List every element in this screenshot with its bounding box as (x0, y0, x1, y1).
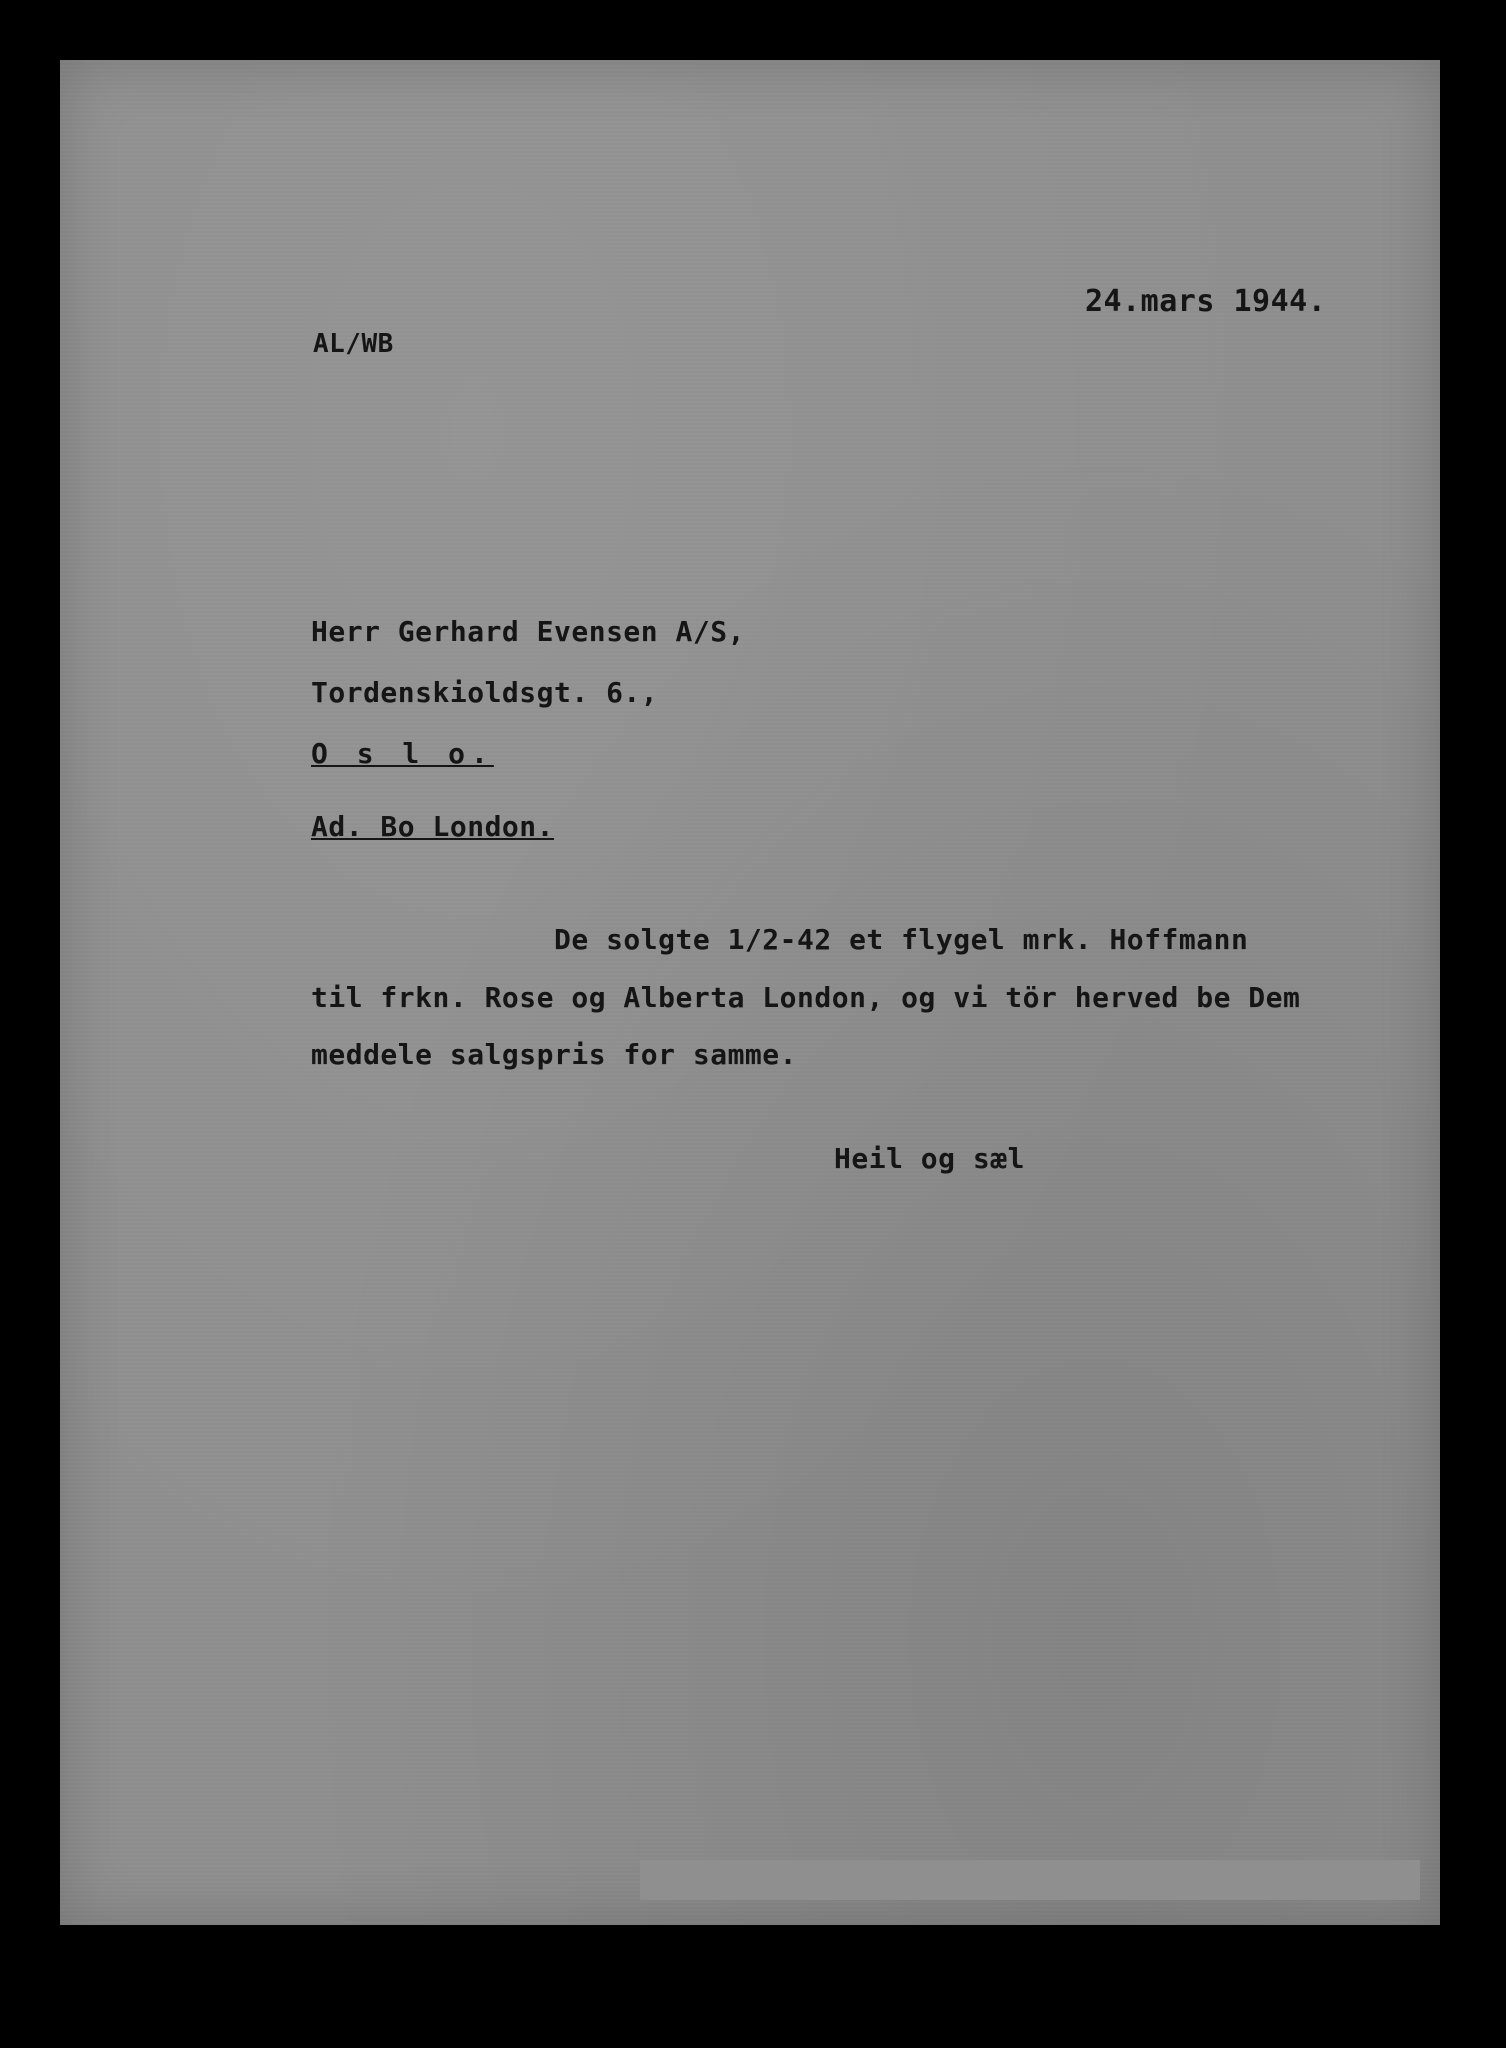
recipient-city: O s l o. (311, 737, 494, 770)
body-line: De solgte 1/2-42 et flygel mrk. Hoffmann (554, 923, 1249, 956)
recipient-street: Tordenskioldsgt. 6., (311, 676, 659, 709)
letter-subject: Ad. Bo London. (311, 810, 555, 843)
body-line: til frkn. Rose og Alberta London, og vi tör herved be Dem (311, 981, 1301, 1014)
letter-date: 24.mars 1944. (1085, 284, 1327, 319)
body-line: meddele salgspris for samme. (311, 1038, 798, 1071)
closing-salutation: Heil og sæl (834, 1142, 1025, 1175)
reference-code: AL/WB (313, 329, 394, 359)
recipient-name: Herr Gerhard Evensen A/S, (311, 615, 745, 648)
paper-bottom-edge (640, 1860, 1420, 1900)
